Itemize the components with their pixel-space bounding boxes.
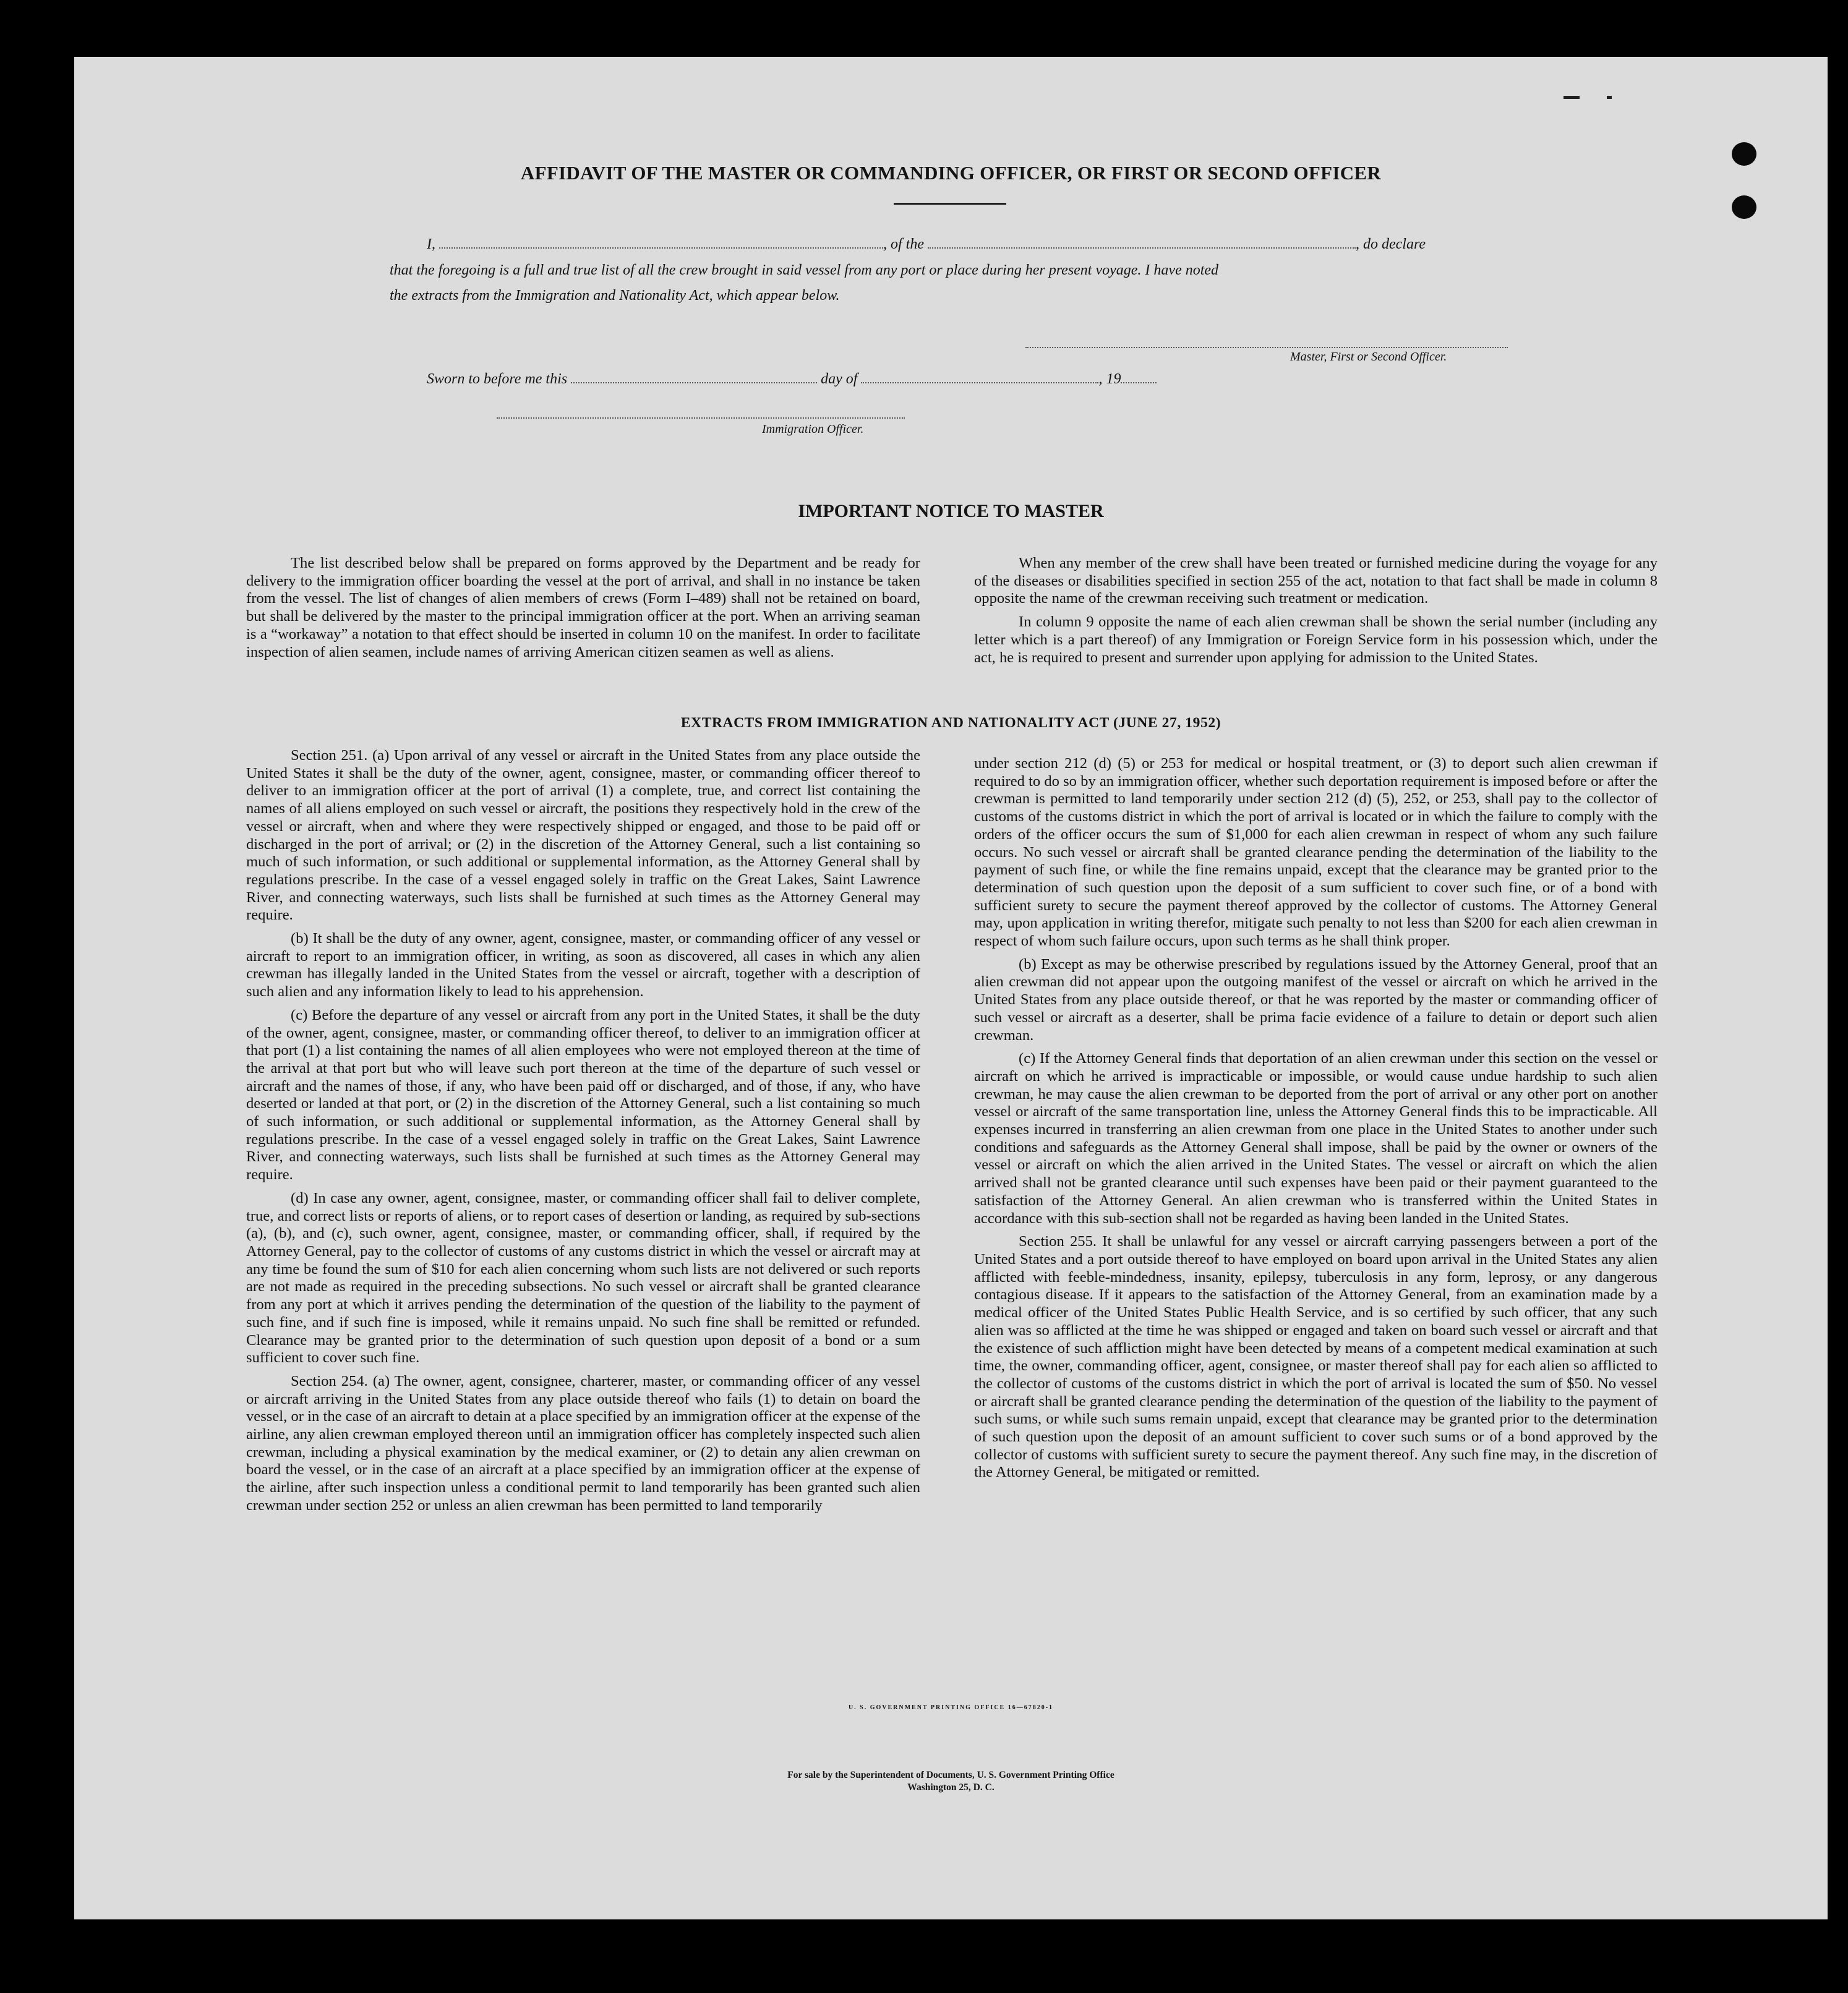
title-divider [894,203,1006,205]
affidavit-statement-line-2: the extracts from the Immigration and Nationality Act, which appear below. [390,288,840,304]
paragraph: (b) Except as may be otherwise prescribed by regulations issued by the Attorney General, proof that an alien crewman did not appear upon the outgoing manifest of the vessel or aircraft on which he arrived in the United States from any place outside thereof, or that he was reported by the master or commanding officer of such vessel or aircraft as a deserter, shall be prima facie evidence of a failure to detain or deport such alien crewman. [974,955,1658,1044]
paragraph: (c) If the Attorney General finds that deportation of an alien crewman under this section on the vessel or aircraft on which he arrived is impracticable or impossible, or would cause undue hardship to such alien crewman, he may cause the alien crewman to be deported from the port of arrival or any other port on another vessel or aircraft of the same transportation line, unless the Attorney General finds this to be impracticable. All expenses incurred in transferring an alien crewman from one place in the United States to another under such conditions and safeguards as the Attorney General shall impose, shall be paid by the owner or owners of the vessel or aircraft on which the alien arrived in the United States. The vessel or aircraft on which the alien arrived shall not be granted clearance until such expenses have been paid or their payment guaranteed to the satisfaction of the Attorney General. An alien crewman who is transferred within the United States in accordance with this sub-section shall not be regarded as having been landed in the United States. [974,1050,1658,1227]
paragraph: under section 212 (d) (5) or 253 for medical or hospital treatment, or (3) to deport such alien crewman if required to do so by an immigration officer, whether such deportation requirement is imposed before or after the crewman is permitted to land temporarily under section 212 (d) (5), 252, or 253, shall pay to the collector of customs of the customs district in which the port of arrival is located or in which the failure to comply with the orders of the officer occurs the sum of $1,000 for each alien crewman in respect of whom any such failure occurs. No such vessel or aircraft shall be granted clearance pending the determination of the liability to the payment of such fine, or while the fine remains unpaid, except that the clearance may be granted prior to the determination of such question upon the deposit of a sum sufficient to cover such fine, or of a bond with sufficient surety to secure the payment thereof approved by the collector of customs. The Attorney General may, upon application in writing therefor, mitigate such penalty to not less than $200 for each alien crewman in respect of whom such failure occurs, upon such terms as he shall think proper. [974,755,1658,950]
paragraph: Section 251. (a) Upon arrival of any vessel or aircraft in the United States from any place outside the United States it shall be the duty of the owner, agent, consignee, master, or commanding officer thereof to deliver to an immigration officer at the port of arrival (1) a complete, true, and correct list containing the names of all aliens employed on such vessel or aircraft, the positions they respectively hold in the crew of the vessel or aircraft, when and where they were respectively shipped or engaged, and those to be paid off or discharged in the port of arrival; or (2) in the discretion of the Attorney General, such a list containing so much of such information, or such additional or supplemental information, as the Attorney General shall by regulations prescribe. In the case of a vessel engaged solely in traffic on the Great Lakes, Saint Lawrence River, and connecting waterways, such lists shall be furnished at such times as the Attorney General may require. [246,747,920,924]
extracts-left-column [246,747,920,1521]
affidavit-declaration-line [427,236,1426,253]
master-signature-line[interactable] [1025,347,1508,348]
paragraph: When any member of the crew shall have been treated or furnished medicine during the voyage for any of the diseases or disabilities specified in section 255 of the act, notation to that fact shall be made in column 8 opposite the name of the crewman receiving such treatment or medication. [974,555,1658,607]
scan-mark [1607,96,1612,99]
sworn-label: Sworn to before me this [427,371,568,387]
notice-title: IMPORTANT NOTICE TO MASTER [798,501,1104,521]
affidavit-do-declare-label: , do declare [1356,236,1426,252]
affidavit-i-label: I, [427,236,435,252]
sworn-line [427,371,1157,388]
paragraph: Section 255. It shall be unlawful for any vessel or aircraft carrying passengers between a port of the United States and a port outside thereof to have employed on board upon arrival in the United States any alien afflicted with feeble-mindedness, insanity, epilepsy, tuberculosis in any form, leprosy, or any dangerous contagious disease. If it appears to the satisfaction of the Attorney General, from an examination made by a medical officer of the United States Public Health Service, and is so certified by such officer, that any such alien was so afflicted at the time he was shipped or engaged and taken on board such vessel or aircraft and that the existence of such affliction might have been detected by means of a competent medical examination at such time, the owner, commanding officer, agent, consignee, or master thereof shall pay for each alien so afflicted to the collector of customs of the customs district in which the port of arrival is located the sum of $50. No vessel or aircraft shall be granted clearance pending the determination of the question of the liability to the payment of such sums, or while such sums remain unpaid, except that clearance may be granted prior to the determination of such question upon the deposit of an amount sufficient to cover such sums or of a bond approved by the collector of customs with sufficient surety to secure the payment thereof. Any such fine may, in the discretion of the Attorney General, be mitigated or remitted. [974,1233,1658,1481]
footer-line-2: Washington 25, D. C. [907,1782,995,1793]
paragraph: In column 9 opposite the name of each alien crewman shall be shown the serial number (including any letter which is a part thereof) of any Immigration or Foreign Service form in his possession which, under the act, he is required to present and surrender upon applying for admission to the United States. [974,613,1658,666]
year-label: , 19 [1098,371,1121,387]
master-signature-caption: Master, First or Second Officer. [1290,350,1447,364]
officer-signature-line[interactable] [497,417,905,419]
paragraph: The list described below shall be prepared on forms approved by the Department and be ready for delivery to the immigration officer boarding the vessel at the port of arrival, and shall in no instance be taken from the vessel. The list of changes of alien members of crews (Form I–489) shall not be retained on board, but shall be delivered by the master to the principal immigration officer at the port. When an arriving seaman is a “workaway” a notation to that effect should be inserted in column 10 on the manifest. In order to facilitate inspection of alien seamen, include names of arriving American citizen seamen as well as aliens. [246,555,920,660]
paragraph: (b) It shall be the duty of any owner, agent, consignee, master, or commanding officer of any vessel or aircraft to report to an immigration officer, in writing, as soon as discovered, all cases in which any alien crewman has illegally landed in the United States from the vessel or aircraft, together with a description of such alien and any information likely to lead to his apprehension. [246,930,920,1001]
year-blank-field[interactable] [1121,382,1157,383]
extracts-right-column [974,755,1658,1487]
footer [74,1769,1828,1794]
notice-right-column [974,555,1658,672]
affidavit-statement-line-1: that the foregoing is a full and true list of all the crew brought in said vessel from any port or place during her present voyage. I have noted [390,262,1219,278]
notice-left-column [246,555,920,667]
footer-line-1: For sale by the Superintendent of Documents, U. S. Government Printing Office [787,1770,1114,1780]
punch-hole [1732,195,1756,219]
printing-office-code: U. S. GOVERNMENT PRINTING OFFICE 16—67820-1 [848,1704,1054,1711]
extracts-title: EXTRACTS FROM IMMIGRATION AND NATIONALITY ACT (JUNE 27, 1952) [680,715,1221,731]
scan-mark [1564,96,1580,99]
document-page [74,57,1828,1919]
vessel-blank-field[interactable] [928,247,1356,249]
paragraph: (c) Before the departure of any vessel or aircraft from any port in the United States, it shall be the duty of the owner, agent, consignee, master, or commanding officer thereof, to deliver to an immigration officer at that port (1) a list containing the names of all alien employees who were not employed thereon at the time of the arrival at that port but who will leave such port thereon at the time of the departure of such vessel or aircraft and the names of those, if any, who have been paid off or discharged, and of those, if any, who have deserted or landed at that port, or (2) in the discretion of the Attorney General, such a list containing so much of such information, or such additional or supplemental information, as the Attorney General shall by regulations prescribe. In the case of a vessel engaged solely in traffic on the Great Lakes, Saint Lawrence River, and connecting waterways, such lists shall be furnished at such times as the Attorney General may require. [246,1006,920,1184]
sworn-day-blank-field[interactable] [571,382,817,383]
sworn-month-blank-field[interactable] [861,382,1098,383]
affidavit-of-the-label: , of the [883,236,924,252]
day-of-label: day of [821,371,858,387]
paragraph: (d) In case any owner, agent, consignee, master, or commanding officer shall fail to deliver complete, true, and correct lists or reports of aliens, or to report cases of desertion or landing, as required by sub-sections (a), (b), and (c), such owner, agent, consignee, master, or commanding officer, shall, if required by the Attorney General, pay to the collector of customs of any customs district in which the vessel or aircraft may at any time be found the sum of $10 for each alien concerning whom such lists are not delivered or such reports are not made as required in the preceding subsections. No such vessel or aircraft shall be granted clearance from any port at which it arrives pending the determination of the question of the liability to the payment of such fine, and if such fine is imposed, while it remains unpaid. No such fine shall be remitted or refunded. Clearance may be granted prior to the determination of such question upon deposit of a bond or a sum sufficient to cover such fine. [246,1189,920,1367]
officer-signature-caption: Immigration Officer. [762,422,864,436]
paragraph: Section 254. (a) The owner, agent, consignee, charterer, master, or commanding officer of any vessel or aircraft arriving in the United States from any place outside thereof who fails (1) to detain on board the vessel, or in the case of an aircraft to detain at a place specified by an immigration officer at the expense of the airline, any alien crewman employed thereon until an immigration officer has completely inspected such alien crewman, including a physical examination by the medical examiner, or (2) to detain any alien crewman on board the vessel, or in the case of an aircraft at a place specified by an immigration officer at the expense of the airline, after such inspection unless a conditional permit to land temporarily has been granted such alien crewman under section 252 or unless an alien crewman has been permitted to land temporarily [246,1372,920,1514]
name-blank-field[interactable] [439,247,883,249]
affidavit-title: AFFIDAVIT OF THE MASTER OR COMMANDING OFFICER, OR FIRST OR SECOND OFFICER [520,162,1382,184]
